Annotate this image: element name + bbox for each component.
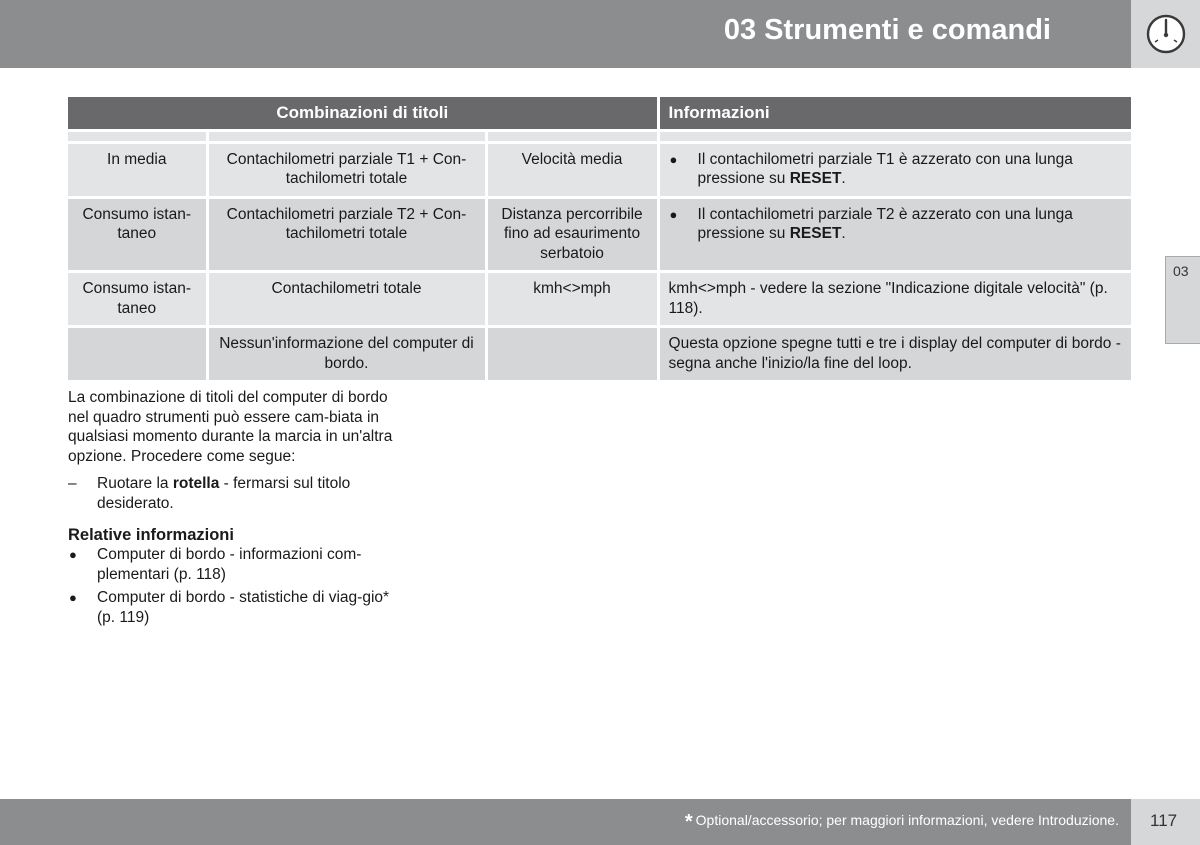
footnote <box>685 811 1119 834</box>
info-bullet: ● Il contachilometri parziale T2 è azzerato con una lunga pressione su RESET. <box>669 205 1073 242</box>
header-info: Informazioni <box>658 97 1131 130</box>
cell-info <box>658 197 1131 272</box>
cell-display-right: kmh<>mph <box>486 272 658 327</box>
chapter-tab-label: 03 <box>1173 263 1189 279</box>
page-number-box <box>1131 799 1200 845</box>
bullet-icon: ● <box>69 590 77 605</box>
table-row <box>68 142 1131 197</box>
related-link[interactable] <box>68 588 398 627</box>
title-combinations-table <box>68 97 1131 380</box>
procedure-step: – Ruotare la rotella - fermarsi sul titolo desiderato. <box>68 475 351 512</box>
related-link-label: Computer di bordo - informazioni com-plementari (p. 118) <box>97 546 362 583</box>
cell-display-center: Contachilometri parziale T2 + Con-tachilometri totale <box>207 197 486 272</box>
bullet-icon: ● <box>669 206 678 222</box>
related-link-label: Computer di bordo - statistiche di viag-gio* (p. 119) <box>97 589 390 626</box>
gauge-icon <box>1145 13 1187 55</box>
table-row <box>68 272 1131 327</box>
bullet-icon: ● <box>669 151 678 167</box>
cell-display-left: Consumo istan-taneo <box>68 197 207 272</box>
cell-display-right <box>486 327 658 381</box>
cell-display-center: Contachilometri totale <box>207 272 486 327</box>
reset-keyword: RESET <box>789 225 842 242</box>
cell-display-left <box>68 327 207 381</box>
footnote-star: * <box>684 811 693 833</box>
cell-display-left: Consumo istan-taneo <box>68 272 207 327</box>
header-bar <box>0 0 1131 68</box>
thumbwheel-keyword: rotella <box>172 475 220 492</box>
cell-display-center: Nessun'informazione del computer di bordo. <box>207 327 486 381</box>
cell-display-right: Distanza percorribile fino ad esaurimento serbatoio <box>486 197 658 272</box>
page-title: 03 Strumenti e comandi <box>723 14 1051 46</box>
bullet-icon: ● <box>69 547 77 562</box>
related-link[interactable] <box>68 545 398 584</box>
body-text <box>68 388 398 631</box>
footer-bar <box>0 799 1131 845</box>
cell-display-left: In media <box>68 142 207 197</box>
cell-info: kmh<>mph - vedere la sezione "Indicazione digitale velocità" (p. 118). <box>658 272 1131 327</box>
cell-display-center: Contachilometri parziale T1 + Con-tachilometri totale <box>207 142 486 197</box>
header-combinations: Combinazioni di titoli <box>68 97 658 130</box>
cell-info <box>658 142 1131 197</box>
intro-paragraph: La combinazione di titoli del computer di bordo nel quadro strumenti può essere cam-biata in qualsiasi momento durante la marcia in un'altra opzione. Procedere come segue: <box>68 389 393 465</box>
cell-display-right: Velocità media <box>486 142 658 197</box>
reset-keyword: RESET <box>789 170 842 187</box>
info-bullet: ● Il contachilometri parziale T1 è azzerato con una lunga pressione su RESET. <box>669 150 1073 187</box>
table-spacer-row <box>68 130 1131 142</box>
table-row <box>68 327 1131 381</box>
related-info-heading: Relative informazioni <box>68 526 234 544</box>
dash-marker: – <box>68 475 77 492</box>
table-header-row <box>68 97 1131 130</box>
chapter-side-tab[interactable] <box>1165 256 1200 344</box>
chapter-icon-box <box>1131 0 1200 68</box>
page-number: 117 <box>1150 811 1178 830</box>
table-row <box>68 197 1131 272</box>
cell-info: Questa opzione spegne tutti e tre i display del computer di bordo - segna anche l'inizio/la fine del loop. <box>658 327 1131 381</box>
footnote-text: Optional/accessorio; per maggiori informazioni, vedere Introduzione. <box>695 812 1119 828</box>
